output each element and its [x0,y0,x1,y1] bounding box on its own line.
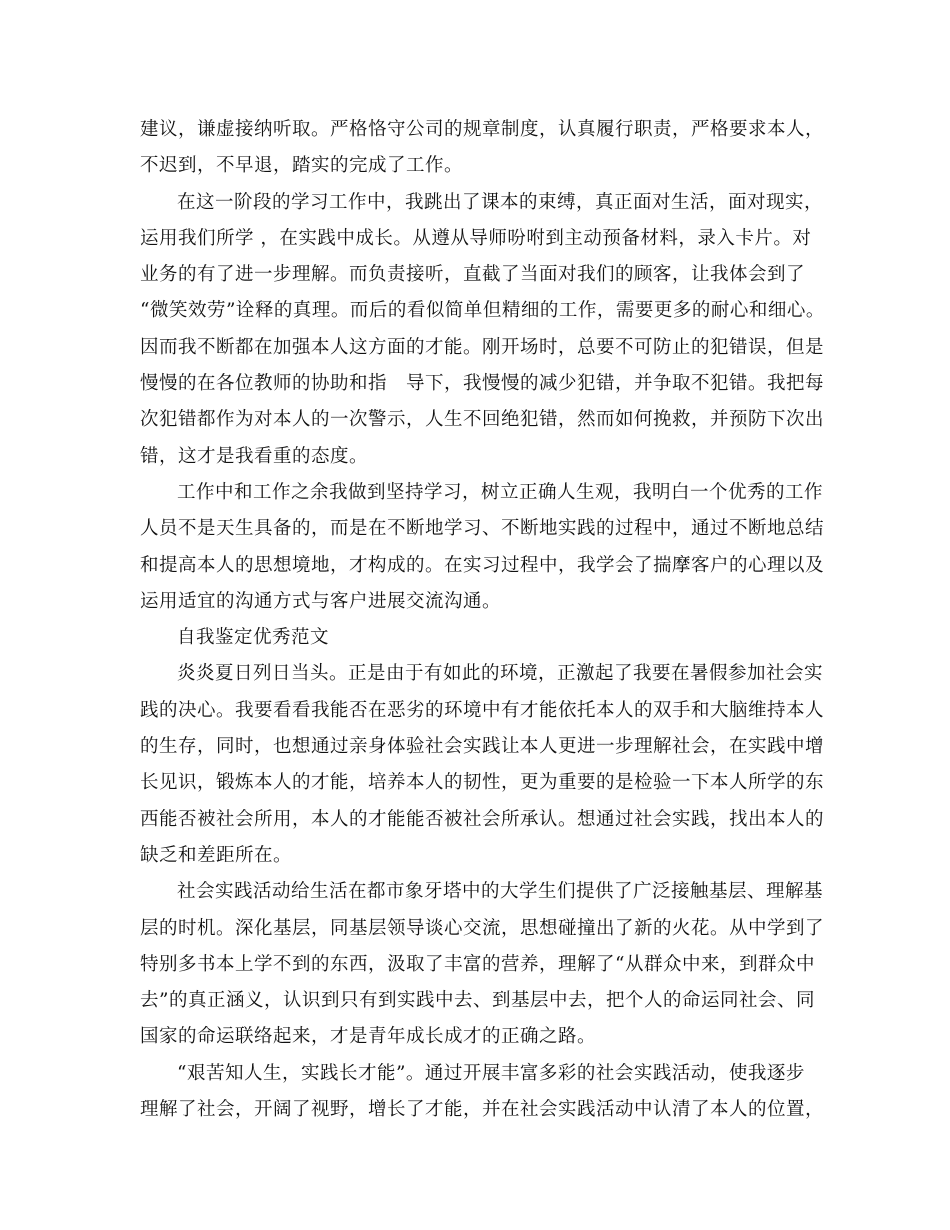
text-line: 社会实践活动给生活在都市象牙塔中的大学生们提供了广泛接触基层、理解基 [177,881,824,903]
text-line: 工作中和工作之余我做到坚持学习，树立正确人生观，我明白一个优秀的工作 [177,481,824,503]
text-line: 次犯错都作为对本人的一次警示，人生不回绝犯错，然而如何挽救，并预防下次出 [140,409,825,431]
text-line: 去”的真正涵义，认识到只有到实践中去、到基层中去，把个人的命运同社会、同 [140,990,815,1012]
text-line: 人员不是天生具备的，而是在不断地学习、不断地实践的过程中，通过不断地总结 [140,518,825,540]
text-line: 在这一阶段的学习工作中，我跳出了课本的束缚，真正面对生活，面对现实， [177,191,824,213]
text-line: “艰苦知人生，实践长才能”。通过开展丰富多彩的社会实践活动，使我逐步 [177,1062,805,1084]
text-line: “微笑效劳”诠释的真理。而后的看似简单但精细的工作，需要更多的耐心和细心。 [140,300,825,322]
text-line: 的生存，同时，也想通过亲身体验社会实践让本人更进一步理解社会，在实践中增 [140,736,825,758]
text-line: 慢慢的在各位教师的协助和指 导下，我慢慢的减少犯错，并争取不犯错。我把每 [140,373,825,395]
text-line: 运用我们所学 ，在实践中成长。从遵从导师吩咐到主动预备材料，录入卡片。对 [140,227,812,249]
text-line: 长见识，锻炼本人的才能，培养本人的韧性，更为重要的是检验一下本人所学的东 [140,772,825,794]
text-line: 缺乏和差距所在。 [140,844,293,866]
text-line: 不迟到，不早退，踏实的完成了工作。 [140,155,464,177]
text-line: 运用适宜的沟通方式与客户进展交流沟通。 [140,590,502,612]
text-line: 理解了社会，开阔了视野，增长了才能，并在社会实践活动中认清了本人的位置， [140,1099,825,1121]
text-line: 国家的命运联络起来，才是青年成长成才的正确之路。 [140,1026,597,1048]
text-line: 践的决心。我要看看我能否在恶劣的环境中有才能依托本人的双手和大脑维持本人 [140,699,825,721]
text-line: 自我鉴定优秀范文 [177,627,330,649]
text-line: 错，这才是我看重的态度。 [140,445,369,467]
text-line: 业务的有了进一步理解。而负责接听，直截了当面对我们的顾客，让我体会到了 [140,264,806,286]
text-line: 因而我不断都在加强本人这方面的才能。刚开场时，总要不可防止的犯错误，但是 [140,336,825,358]
text-line: 特别多书本上学不到的东西，汲取了丰富的营养，理解了“从群众中来，到群众中 [140,953,815,975]
text-line: 建议，谦虚接纳听取。严格恪守公司的规章制度，认真履行职责，严格要求本人， [140,119,825,140]
document-body [140,112,830,1128]
text-line: 和提高本人的思想境地，才构成的。在实习过程中，我学会了揣摩客户的心理以及 [140,554,825,576]
text-line: 层的时机。深化基层，同基层领导谈心交流，思想碰撞出了新的火花。从中学到了 [140,917,825,939]
text-line: 炎炎夏日列日当头。正是由于有如此的环境，正激起了我要在暑假参加社会实 [177,663,824,685]
text-line: 西能否被社会所用，本人的才能能否被社会所承认。想通过社会实践，找出本人的 [140,808,825,830]
